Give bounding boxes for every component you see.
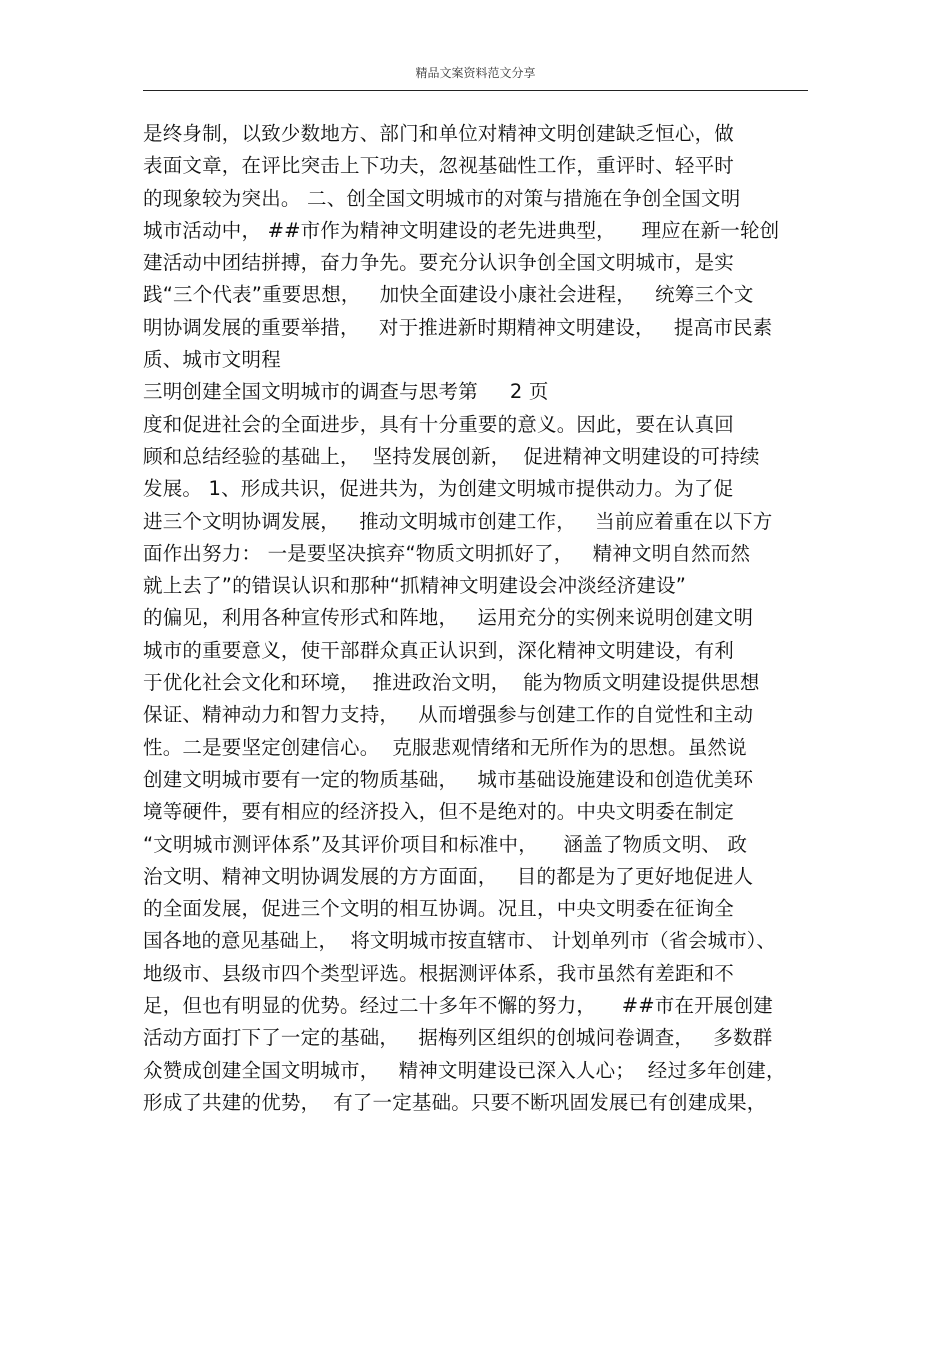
text-line: 建活动中团结拼搏，奋力争先。要充分认识争创全国文明城市，是实 [143, 251, 735, 275]
text-line: 顾和总结经验的基础上， 坚持发展创新， 促进精神文明建设的可持续 [143, 444, 760, 468]
text-line: 质、城市文明程 [143, 348, 281, 372]
body-text [143, 118, 823, 1119]
text-line: 度和促进社会的全面进步，具有十分重要的意义。因此，要在认真回 [143, 412, 735, 436]
text-line: 活动方面打下了一定的基础， 据梅列区组织的创城问卷调查， 多数群 [143, 1026, 773, 1050]
text-line: 面作出努力： 一是要坚决摈弃“物质文明抓好了， 精神文明自然而然 [143, 541, 751, 565]
text-line: 性。二是要坚定创建信心。 克服悲观情绪和无所作为的思想。虽然说 [143, 735, 747, 759]
text-line: 众赞成创建全国文明城市， 精神文明建设已深入人心； 经过多年创建， [143, 1058, 786, 1082]
text-line: 就上去了”的错误认识和那种“抓精神文明建设会冲淡经济建设” [143, 574, 687, 598]
text-line: 城市的重要意义，使干部群众真正认识到，深化精神文明建设，有利 [143, 638, 735, 662]
header-divider [143, 90, 808, 91]
text-line: 治文明、精神文明协调发展的方方面面， 目的都是为了更好地促进人 [143, 864, 754, 888]
text-line: 明协调发展的重要举措， 对于推进新时期精神文明建设， 提高市民素 [143, 315, 773, 339]
text-line: 发展。 1、形成共识，促进共为，为创建文明城市提供动力。为了促 [143, 477, 734, 501]
text-line: 的现象较为突出。 二、创全国文明城市的对策与措施在争创全国文明 [143, 186, 741, 210]
text-line: 城市活动中， ##市作为精神文明建设的老先进典型， 理应在新一轮创 [143, 218, 780, 242]
text-line: 创建文明城市要有一定的物质基础， 城市基础设施建设和创造优美环 [143, 767, 754, 791]
text-line: 足，但也有明显的优势。经过二十多年不懈的努力， ##市在开展创建 [143, 994, 773, 1018]
text-line: 形成了共建的优势， 有了一定基础。只要不断巩固发展已有创建成果， [143, 1090, 767, 1114]
text-line: 践“三个代表”重要思想， 加快全面建设小康社会进程， 统筹三个文 [143, 283, 754, 307]
text-line: “文明城市测评体系”及其评价项目和标准中， 涵盖了物质文明、 政 [143, 832, 748, 856]
text-line: 地级市、县级市四个类型评选。根据测评体系，我市虽然有差距和不 [143, 961, 735, 985]
page-header: 精品文案资料范文分享 [415, 66, 536, 80]
text-line: 的全面发展，促进三个文明的相互协调。况且，中央文明委在征询全 [143, 897, 735, 921]
text-line: 国各地的意见基础上， 将文明城市按直辖市、 计划单列市（省会城市）、 [143, 929, 776, 953]
text-line: 境等硬件，要有相应的经济投入，但不是绝对的。中央文明委在制定 [143, 800, 735, 824]
page-continuation-label: 三明创建全国文明城市的调查与思考第 2 页 [143, 380, 549, 404]
text-line: 于优化社会文化和环境， 推进政治文明， 能为物质文明建设提供思想 [143, 671, 760, 695]
text-line: 保证、精神动力和智力支持， 从而增强参与创建工作的自觉性和主动 [143, 703, 754, 727]
text-line: 进三个文明协调发展， 推动文明城市创建工作， 当前应着重在以下方 [143, 509, 773, 533]
text-line: 是终身制，以致少数地方、部门和单位对精神文明创建缺乏恒心，做 [143, 122, 735, 145]
text-line: 的偏见，利用各种宣传形式和阵地， 运用充分的实例来说明创建文明 [143, 606, 754, 630]
text-line: 表面文章，在评比突击上下功夫，忽视基础性工作，重评时、轻平时 [143, 154, 735, 178]
